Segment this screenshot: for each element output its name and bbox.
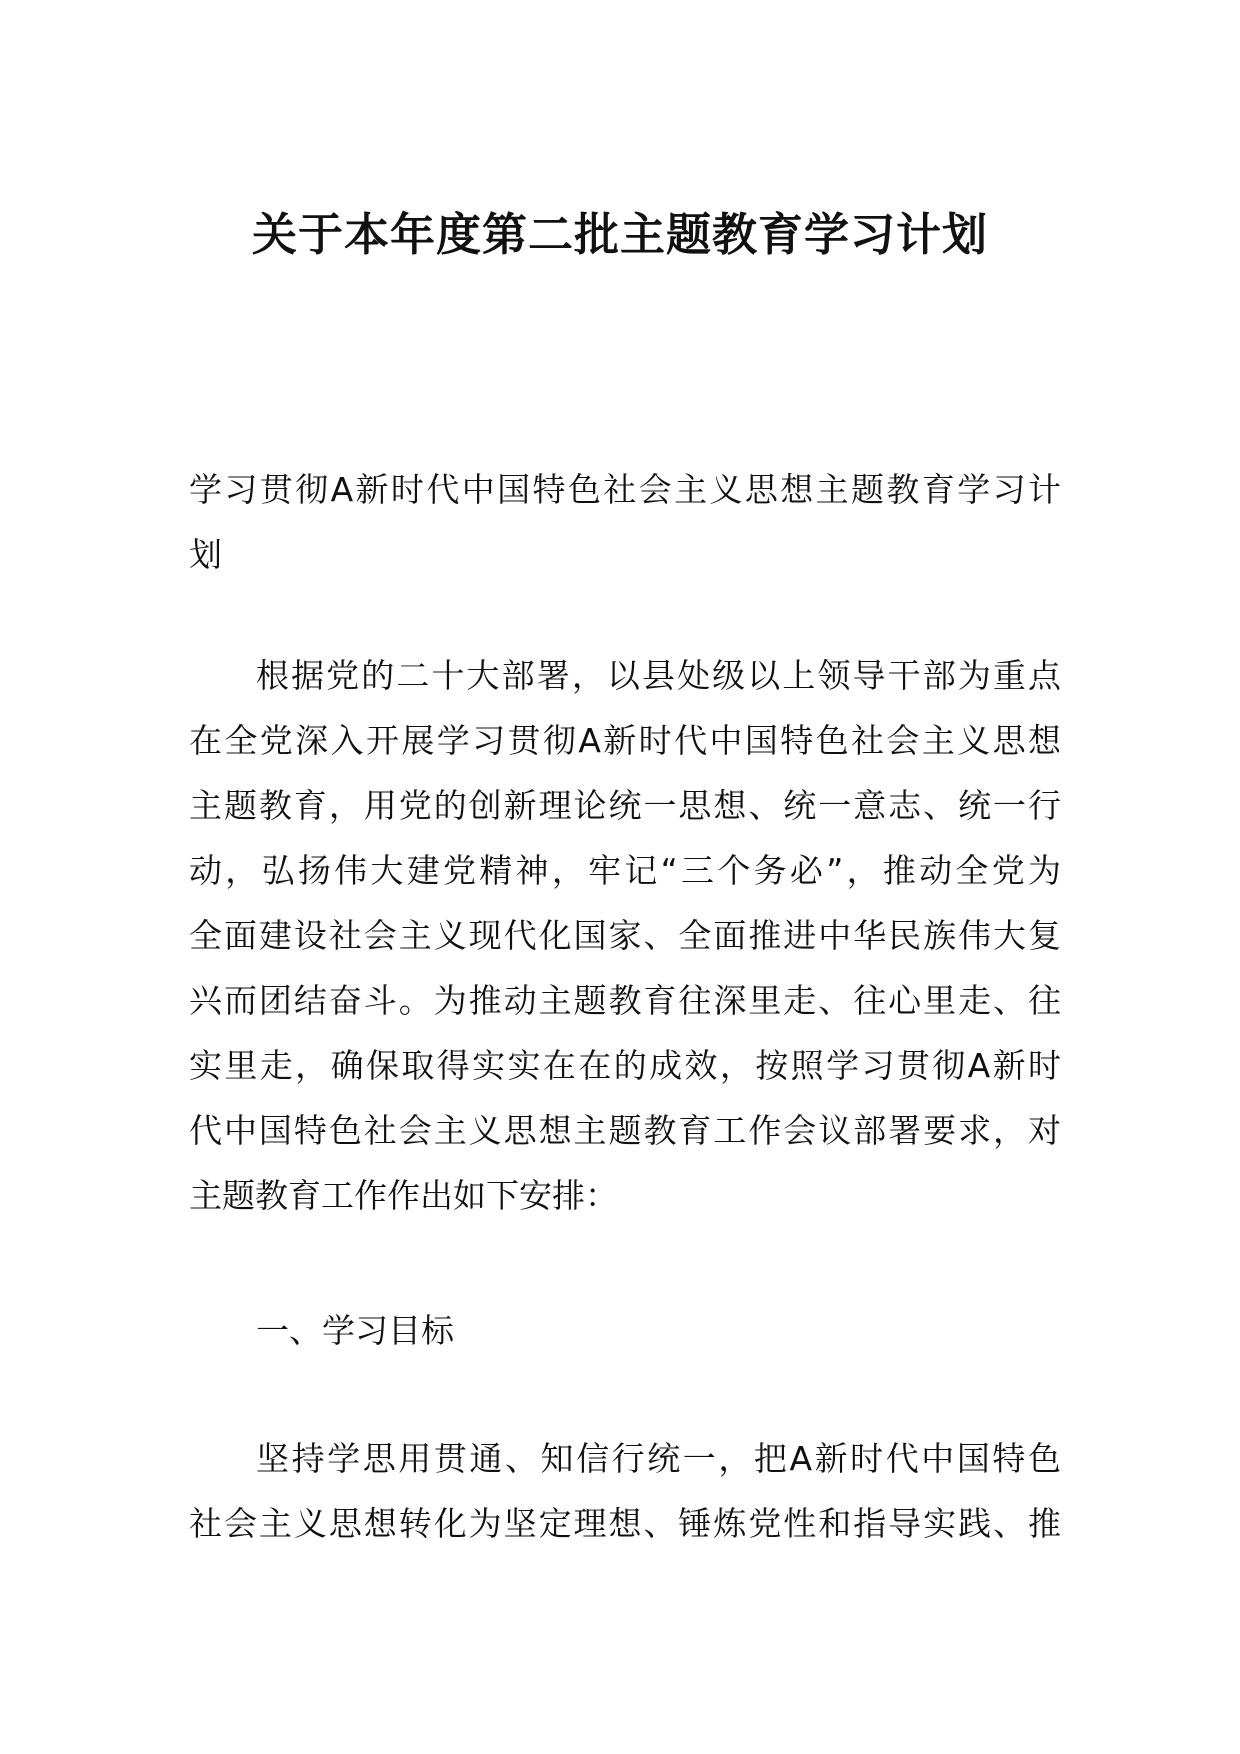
paragraph-line: 实里走，确保取得实实在在的成效，按照学习贯彻A新时 [189, 1046, 1061, 1085]
paragraph-line: 主题教育，用党的创新理论统一思想、统一意志、统一行 [189, 786, 1061, 825]
paragraph-line: 全面建设社会主义现代化国家、全面推进中华民族伟大复 [189, 916, 1061, 955]
paragraph-line: 坚持学思用贯通、知信行统一，把A新时代中国特色 [256, 1439, 1061, 1478]
paragraph-line: 代中国特色社会主义思想主题教育工作会议部署要求，对 [189, 1111, 1061, 1150]
paragraph-line: 在全党深入开展学习贯彻A新时代中国特色社会主义思想 [189, 721, 1061, 760]
paragraph-intro [189, 643, 1061, 1228]
subtitle-line: 学习贯彻A新时代中国特色社会主义思想主题教育学习计 [189, 470, 1061, 509]
paragraph-line: 社会主义思想转化为坚定理想、锤炼党性和指导实践、推 [189, 1504, 1061, 1543]
paragraph-line: 主题教育工作作出如下安排： [189, 1176, 618, 1215]
paragraph-line: 兴而团结奋斗。为推动主题教育往深里走、往心里走、往 [189, 981, 1061, 1020]
document-title: 关于本年度第二批主题教育学习计划 [251, 208, 988, 261]
paragraph-goals [189, 1426, 1061, 1556]
section-heading-text: 一、学习目标 [256, 1311, 454, 1350]
subtitle-line: 划 [189, 535, 222, 574]
document-subtitle [189, 457, 1061, 587]
paragraph-line: 根据党的二十大部署，以县处级以上领导干部为重点 [256, 656, 1061, 695]
paragraph-line: 动，弘扬伟大建党精神，牢记“三个务必”，推动全党为 [189, 851, 1061, 890]
section-heading-goals [189, 1298, 1061, 1363]
